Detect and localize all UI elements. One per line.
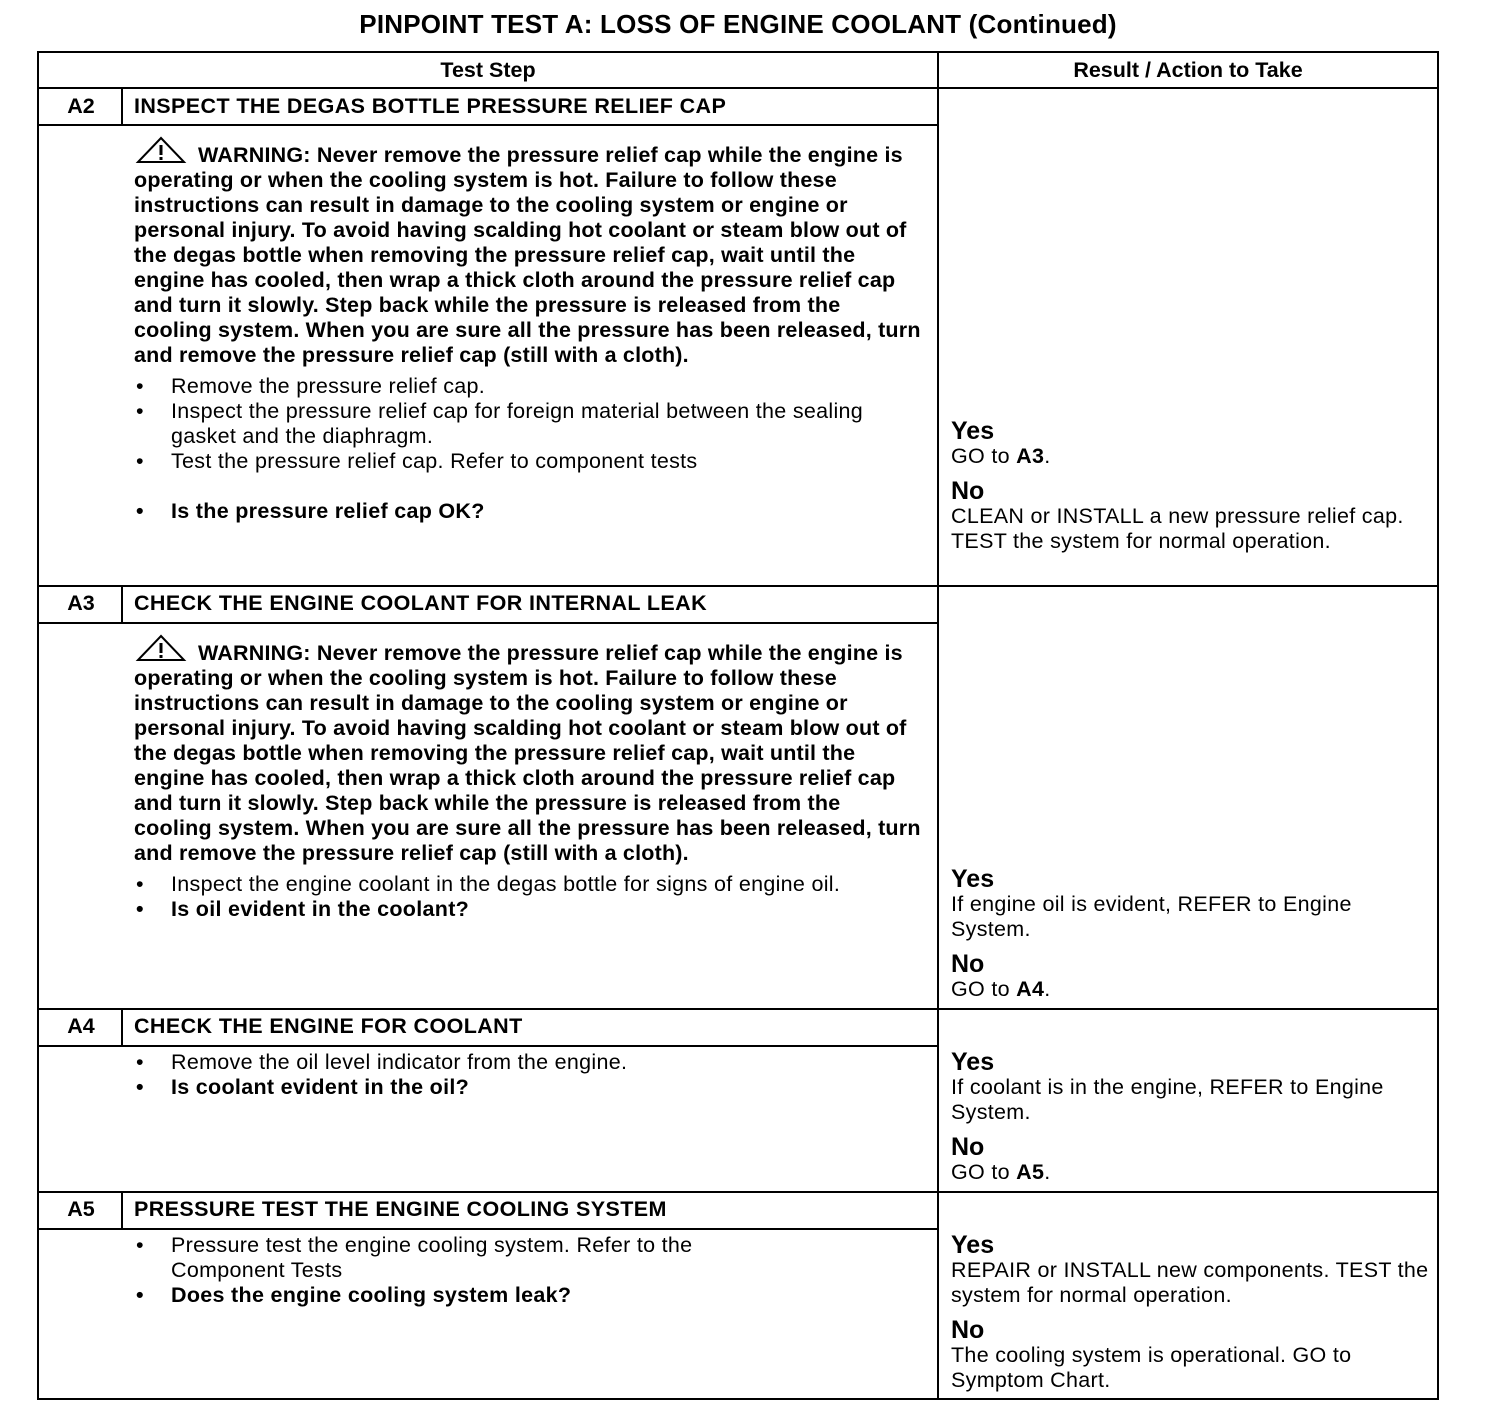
warning-text-block [134, 136, 924, 368]
result-block [951, 863, 1431, 1002]
step-title: CHECK THE ENGINE FOR COOLANT [134, 1014, 523, 1038]
row-divider-a3 [39, 1008, 1437, 1010]
result-no-text: GO to A5. [951, 1160, 1051, 1184]
list-item-question: • Is oil evident in the coolant? [134, 897, 924, 922]
result-no-label: No [951, 1316, 985, 1344]
result-block [951, 1046, 1431, 1185]
step-title: PRESSURE TEST THE ENGINE COOLING SYSTEM [134, 1197, 667, 1221]
result-yes-text: GO to A3. [951, 444, 1051, 468]
result-yes-label: Yes [951, 417, 995, 445]
result-no-text: The cooling system is operational. GO to Symptom Chart. [951, 1343, 1352, 1392]
step-id: A4 [67, 1014, 95, 1038]
list-item: • Remove the pressure relief cap. [134, 374, 924, 399]
title-divider-a3 [39, 622, 937, 624]
header-test-step: Test Step [440, 58, 536, 82]
result-block [951, 1229, 1431, 1393]
title-divider-a5 [39, 1228, 937, 1230]
step-id: A5 [67, 1197, 95, 1221]
list-item: • Inspect the engine coolant in the degas bottle for signs of engine oil. [134, 872, 924, 897]
result-yes-label: Yes [951, 1231, 995, 1259]
result-no-text: GO to A4. [951, 977, 1051, 1001]
title-divider-a2 [39, 124, 937, 126]
warning-text-block [134, 634, 924, 866]
step-body [134, 1233, 924, 1308]
header-result-action: Result / Action to Take [1073, 58, 1303, 82]
warning-triangle-icon [134, 136, 188, 164]
result-no-label: No [951, 477, 985, 505]
step-instructions [134, 1233, 924, 1308]
step-id: A3 [67, 591, 95, 615]
column-divider [937, 53, 939, 1398]
result-block [951, 415, 1431, 554]
step-body [134, 634, 924, 922]
step-title: INSPECT THE DEGAS BOTTLE PRESSURE RELIEF CAP [134, 94, 727, 118]
step-instructions [134, 374, 924, 524]
list-item: • Pressure test the engine cooling system. Refer to the Component Tests [134, 1233, 924, 1283]
step-instructions [134, 1050, 924, 1100]
result-yes-text: If engine oil is evident, REFER to Engine System. [951, 892, 1352, 941]
result-no-label: No [951, 1133, 985, 1161]
page-title: PINPOINT TEST A: LOSS OF ENGINE COOLANT (Continued) [359, 9, 1117, 39]
result-no-label: No [951, 950, 985, 978]
step-body [134, 136, 924, 524]
step-body [134, 1050, 924, 1100]
step-id: A2 [67, 94, 95, 118]
result-yes-label: Yes [951, 865, 995, 893]
warning-text: WARNING: Never remove the pressure relief cap while the engine is operating or when the cooling system is hot. Failure to follow these instructions can result in damage to the cooling system or engine or personal injury. To avoid having scalding hot coolant or steam blow out of the degas bottle when removing the pressure relief cap, wait until the engine has cooled, then wrap a thick cloth around the pressure relief cap and turn it slowly. Step back while the pressure is released from the cooling system. When you are sure all the pressure has been released, turn and remove the pressure relief cap (still with a cloth). [134, 641, 921, 865]
warning-text: WARNING: Never remove the pressure relief cap while the engine is operating or when the cooling system is hot. Failure to follow these instructions can result in damage to the cooling system or engine or personal injury. To avoid having scalding hot coolant or steam blow out of the degas bottle when removing the pressure relief cap, wait until the engine has cooled, then wrap a thick cloth around the pressure relief cap and turn it slowly. Step back while the pressure is released from the cooling system. When you are sure all the pressure has been released, turn and remove the pressure relief cap (still with a cloth). [134, 143, 921, 367]
row-divider-a2 [39, 585, 1437, 587]
result-no-text: CLEAN or INSTALL a new pressure relief cap. TEST the system for normal operation. [951, 504, 1404, 553]
list-item: • Remove the oil level indicator from the engine. [134, 1050, 924, 1075]
warning-triangle-icon [134, 634, 188, 662]
pinpoint-test-table [37, 51, 1439, 1400]
list-item-question: • Does the engine cooling system leak? [134, 1283, 924, 1308]
step-title: CHECK THE ENGINE COOLANT FOR INTERNAL LEAK [134, 591, 708, 615]
result-yes-text: If coolant is in the engine, REFER to Engine System. [951, 1075, 1384, 1124]
list-item-question: • Is coolant evident in the oil? [134, 1075, 924, 1100]
list-item: • Inspect the pressure relief cap for foreign material between the sealing gasket and the diaphragm. [134, 399, 924, 449]
row-divider-a4 [39, 1191, 1437, 1193]
result-yes-label: Yes [951, 1048, 995, 1076]
list-item: • Test the pressure relief cap. Refer to component tests [134, 449, 924, 474]
result-yes-text: REPAIR or INSTALL new components. TEST the system for normal operation. [951, 1258, 1429, 1307]
title-divider-a4 [39, 1045, 937, 1047]
header-divider [39, 87, 1437, 89]
list-item-question: • Is the pressure relief cap OK? [134, 499, 924, 524]
step-instructions [134, 872, 924, 922]
